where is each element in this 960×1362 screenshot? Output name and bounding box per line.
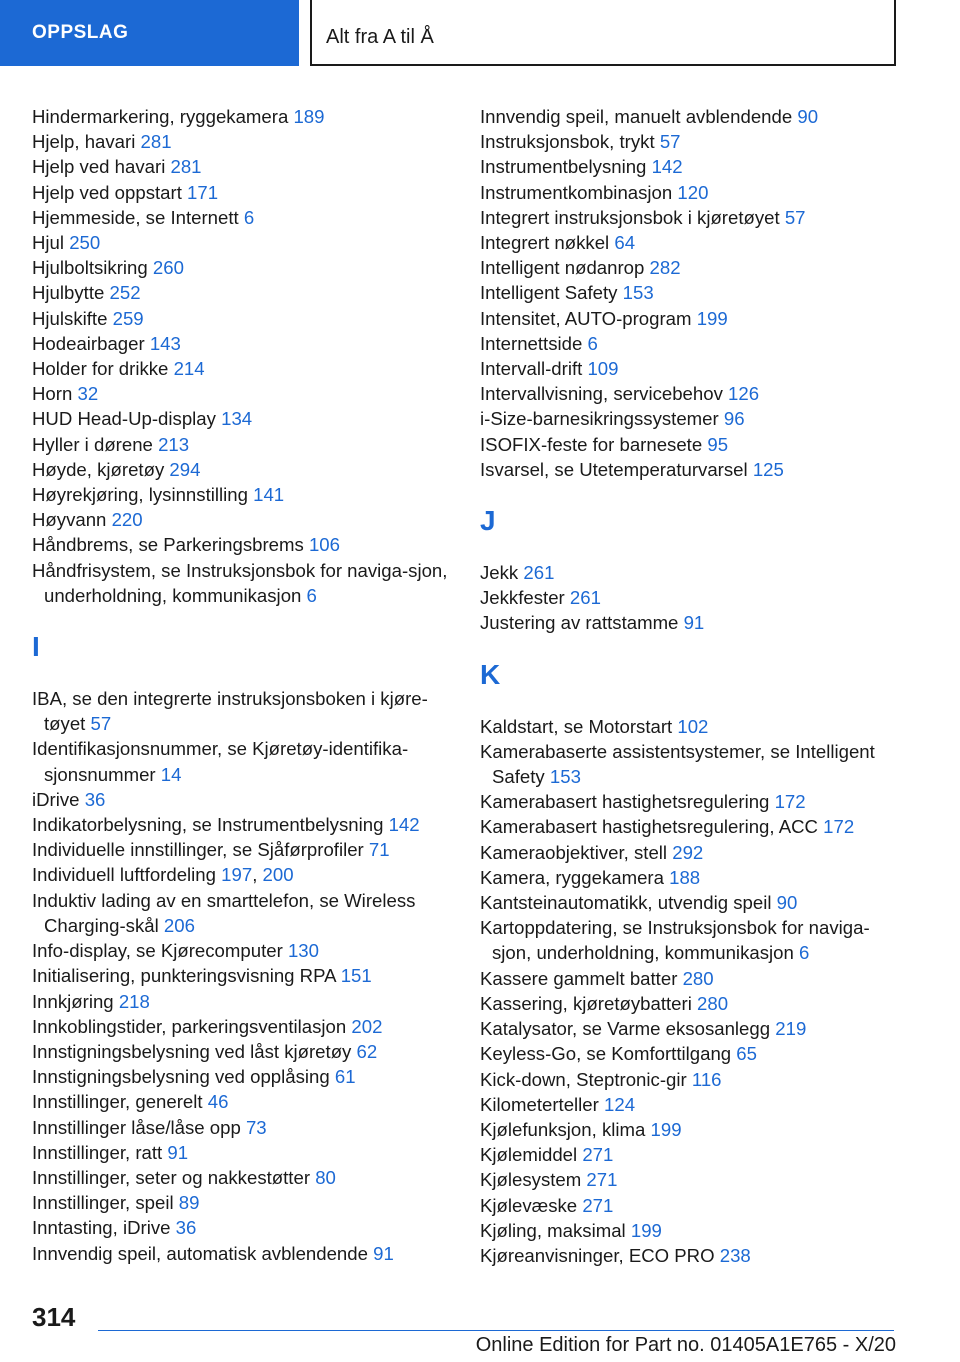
- index-entry-term: Kjøreanvisninger, ECO PRO: [480, 1244, 715, 1266]
- index-entry: [480, 180, 900, 205]
- index-entry-term: IBA, se den integrerte instruksjonsboken i kjøre‐tøyet: [32, 688, 428, 735]
- index-entry-term: Innstigningsbelysning ved opplåsing: [32, 1066, 330, 1088]
- page-reference-link[interactable]: 65: [736, 1043, 757, 1065]
- section-tab: OPPSLAG: [0, 0, 299, 66]
- page-reference-link[interactable]: 46: [207, 1091, 229, 1113]
- page-reference-link[interactable]: 36: [84, 788, 106, 810]
- index-entry: [32, 558, 452, 608]
- index-entry: [32, 482, 452, 507]
- page-reference-link[interactable]: 172: [823, 816, 855, 838]
- index-entry-term: Kjølefunksjon, klima: [480, 1118, 646, 1140]
- page-reference-link[interactable]: 189: [293, 106, 325, 127]
- index-entry-term: Hjul: [32, 232, 65, 254]
- footer-divider: [98, 1330, 894, 1331]
- index-entry-term: Håndbrems, se Parkeringsbrems: [32, 534, 304, 556]
- index-entry-term: Innstigningsbelysning ved låst kjøretøy: [32, 1040, 352, 1062]
- page-reference-link[interactable]: 261: [523, 562, 555, 584]
- page-reference-link[interactable]: 143: [149, 332, 181, 354]
- page-reference-link[interactable]: 218: [118, 990, 150, 1012]
- index-entry-term: Innstillinger, generelt: [32, 1091, 203, 1113]
- index-entry: [32, 1014, 452, 1039]
- page-reference-link[interactable]: 206: [163, 914, 195, 936]
- index-entry: [480, 915, 900, 965]
- index-entry-term: Integrert instruksjonsbok i kjøretøyet: [480, 206, 780, 228]
- index-entry-term: Hjemmeside, se Internett: [32, 206, 239, 228]
- index-column-left: [32, 104, 452, 1266]
- index-entry: [32, 1039, 452, 1064]
- page-reference-link[interactable]: 271: [582, 1144, 614, 1166]
- page-reference-link[interactable]: 220: [111, 509, 143, 531]
- index-entry: Individuell luftfordeling 197, 200: [32, 864, 294, 886]
- index-entry: [480, 890, 900, 915]
- page-reference-link[interactable]: 80: [315, 1166, 336, 1188]
- index-entry-term: Kjølesystem: [480, 1169, 582, 1191]
- page-reference-link[interactable]: 281: [170, 156, 202, 178]
- index-entry-term: Kilometerteller: [480, 1093, 599, 1115]
- index-entry-term: Innstillinger låse/låse opp: [32, 1116, 241, 1138]
- index-entry-term: Instrumentkombinasjon: [480, 181, 673, 203]
- index-entry: [32, 686, 452, 736]
- index-entry-term: Innstillinger, speil: [32, 1192, 174, 1214]
- index-entry: [480, 1193, 900, 1218]
- page-reference-link[interactable]: 151: [340, 965, 372, 987]
- index-entry: [480, 230, 900, 255]
- page-reference-link[interactable]: 214: [173, 358, 205, 380]
- page-reference-link[interactable]: 153: [549, 766, 581, 788]
- page-reference-link[interactable]: 116: [691, 1068, 722, 1090]
- index-entry-term: Kamerabaserte assistentsystemer, se Intelligent Safety: [480, 740, 875, 788]
- index-entry-term: Integrert nøkkel: [480, 232, 610, 254]
- index-entry: [480, 1067, 900, 1092]
- index-letter-heading: J: [480, 505, 496, 537]
- index-entry: [32, 406, 452, 431]
- index-entry-term: Info-display, se Kjørecomputer: [32, 940, 283, 962]
- page-reference-link[interactable]: 202: [351, 1015, 383, 1037]
- page-reference-link[interactable]: 6: [798, 942, 810, 964]
- page-reference-link[interactable]: 62: [356, 1040, 378, 1062]
- index-entry-term: Hjelp ved havari: [32, 156, 166, 178]
- index-entry: [32, 457, 452, 482]
- page-reference-link[interactable]: 126: [728, 383, 760, 405]
- index-entry-term: Kjølevæske: [480, 1194, 578, 1216]
- page-reference-link[interactable]: 125: [752, 458, 784, 480]
- index-entry: [32, 507, 452, 532]
- index-entry-term: Kameraobjektiver, stell: [480, 841, 668, 863]
- index-entry-term: Intelligent nødanrop: [480, 257, 645, 279]
- page-reference-link[interactable]: 106: [308, 534, 340, 556]
- index-entry-term: Jekkfester: [480, 587, 565, 609]
- index-entry: [32, 205, 452, 230]
- page-reference-link[interactable]: 280: [682, 967, 714, 989]
- page-reference-link[interactable]: 141: [253, 484, 285, 506]
- page-reference-link[interactable]: 282: [649, 257, 681, 279]
- footer-edition-text: Online Edition for Part no. 01405A1E765 - X/20: [475, 1334, 896, 1356]
- page-reference-link[interactable]: 73: [245, 1116, 267, 1138]
- index-entry-term: Katalysator, se Varme eksosanlegg: [480, 1018, 771, 1040]
- index-entry: [32, 280, 452, 305]
- page-reference-link[interactable]: 294: [169, 458, 201, 480]
- index-entry-term: Holder for drikke: [32, 358, 169, 380]
- page-reference-link[interactable]: 91: [683, 612, 705, 634]
- index-entry-term: Inntasting, iDrive: [32, 1217, 171, 1239]
- page-reference-link[interactable]: 142: [388, 814, 420, 836]
- index-entry-term: Kantsteinautomatikk, utvendig speil: [480, 892, 772, 914]
- chapter-title: Alt fra A til Å: [310, 0, 896, 66]
- index-entry-term: Kamera, ryggekamera: [480, 866, 664, 888]
- index-entry: [480, 331, 900, 356]
- index-entry-term: Intervall-drift: [480, 358, 583, 380]
- index-entry-term: Høyrekjøring, lysinnstilling: [32, 484, 248, 506]
- index-entry-term: Kassere gammelt batter: [480, 967, 678, 989]
- index-entry-term: Individuell luftfordeling: [32, 864, 216, 886]
- page-number: 314: [32, 1302, 76, 1332]
- index-entry: [480, 1016, 900, 1041]
- page-reference-link[interactable]: 96: [723, 408, 745, 430]
- page-reference-link[interactable]: 259: [112, 307, 144, 329]
- page-reference-link[interactable]: 57: [659, 131, 681, 153]
- index-entry-term: Identifikasjonsnummer, se Kjøretøy-identifika‐sjonsnummer: [32, 738, 409, 785]
- index-entry: [32, 154, 452, 179]
- index-entry-term: Innkoblingstider, parkeringsventilasjon: [32, 1015, 347, 1037]
- page-reference-link[interactable]: 292: [672, 841, 704, 863]
- index-entry: [480, 1117, 900, 1142]
- page-reference-link[interactable]: 172: [774, 791, 806, 813]
- index-entry-term: ISOFIX-feste for barnesete: [480, 433, 703, 455]
- page-reference-link[interactable]: 188: [669, 866, 701, 888]
- page-reference-link[interactable]: 90: [776, 892, 798, 914]
- index-entry: [480, 560, 900, 585]
- index-entry-term: Jekk: [480, 562, 519, 584]
- index-entry: [32, 255, 452, 280]
- index-entry-term: Intensitet, AUTO-program: [480, 307, 692, 329]
- index-entry-term: Høyvann: [32, 509, 107, 531]
- index-entry-term: Hjulskifte: [32, 307, 108, 329]
- page-reference-link[interactable]: 199: [650, 1118, 682, 1140]
- index-entry: [480, 381, 900, 406]
- index-entry: [480, 789, 900, 814]
- page-reference-link[interactable]: 199: [630, 1219, 662, 1241]
- page-reference-link[interactable]: 134: [221, 408, 253, 430]
- index-entry: [480, 814, 900, 839]
- index-entry-term: Kassering, kjøretøybatteri: [480, 992, 692, 1014]
- index-entry-term: Kjøling, maksimal: [480, 1219, 626, 1241]
- index-entry-term: Hjulboltsikring: [32, 257, 148, 279]
- index-entry: [480, 585, 900, 610]
- page-reference-link[interactable]: 281: [140, 131, 172, 153]
- index-entry: [32, 532, 452, 557]
- index-entry-term: Hjulbytte: [32, 282, 105, 304]
- index-entry-term: Innvendig speil, manuelt avblendende: [480, 106, 793, 127]
- index-entry: [480, 457, 900, 482]
- index-entry: [480, 205, 900, 230]
- page-reference-link[interactable]: 90: [797, 106, 819, 127]
- index-entry: [480, 104, 900, 129]
- page-reference-link[interactable]: 61: [334, 1066, 356, 1088]
- page-reference-link[interactable]: 171: [187, 181, 219, 203]
- index-entry: [480, 255, 900, 280]
- index-entry: [32, 129, 452, 154]
- index-entry-term: Intelligent Safety: [480, 282, 618, 304]
- index-entry: [32, 1089, 452, 1114]
- index-entry: [32, 938, 452, 963]
- index-entry-term: Høyde, kjøretøy: [32, 458, 165, 480]
- index-entry-term: Kamerabasert hastighetsregulering, ACC: [480, 816, 818, 838]
- index-entry: [480, 1142, 900, 1167]
- index-entry: [32, 1190, 452, 1215]
- index-entry: [480, 1041, 900, 1066]
- page-reference-link[interactable]: 142: [651, 156, 683, 178]
- page-reference-link[interactable]: 64: [614, 232, 636, 254]
- index-entry-term: Kartoppdatering, se Instruksjonsbok for naviga‐sjon, underholdning, kommunikasjon: [480, 917, 870, 964]
- index-entry-term: Innstillinger, ratt: [32, 1141, 163, 1163]
- index-entry-term: Kjølemiddel: [480, 1144, 578, 1166]
- page-reference-link[interactable]: 6: [587, 332, 598, 354]
- index-entry-term: Håndfrisystem, se Instruksjonsbok for naviga‐sjon, underholdning, kommunikasjon: [32, 559, 448, 606]
- index-entry: [32, 812, 452, 837]
- page-reference-link[interactable]: 6: [243, 206, 255, 228]
- page-reference-link[interactable]: 238: [719, 1244, 751, 1266]
- index-entry: [32, 989, 452, 1014]
- index-entry-term: Hjelp ved oppstart: [32, 181, 182, 203]
- index-column-right: [480, 104, 900, 1268]
- index-entry-term: iDrive: [32, 788, 80, 810]
- index-entry: [32, 1165, 452, 1190]
- page-reference-link[interactable]: 57: [90, 713, 112, 735]
- index-entry-term: Instruksjonsbok, trykt: [480, 131, 655, 153]
- index-entry-term: Intervallvisning, servicebehov: [480, 383, 723, 405]
- index-entry-term: Justering av rattstamme: [480, 612, 679, 634]
- page-reference-link[interactable]: 197: [221, 864, 253, 886]
- page-header: [0, 0, 960, 66]
- page-reference-link[interactable]: 36: [175, 1217, 197, 1239]
- index-entry: [480, 1218, 900, 1243]
- index-entry-term: Isvarsel, se Utetemperaturvarsel: [480, 458, 748, 480]
- index-entry: [480, 739, 900, 789]
- index-entry-term: Horn: [32, 383, 73, 405]
- index-entry: [480, 129, 900, 154]
- index-entry-term: Kaldstart, se Motorstart: [480, 715, 673, 737]
- index-entry-term: HUD Head-Up-display: [32, 408, 216, 430]
- index-entry-term: Kamerabasert hastighetsregulering: [480, 791, 770, 813]
- page-reference-link[interactable]: 271: [582, 1194, 614, 1216]
- page-reference-link[interactable]: 130: [287, 940, 319, 962]
- index-entry-term: Innstillinger, seter og nakkestøtter: [32, 1166, 311, 1188]
- page-reference-link[interactable]: 271: [586, 1169, 618, 1191]
- page-reference-link[interactable]: 91: [167, 1141, 189, 1163]
- index-entry: [480, 280, 900, 305]
- index-entry-term: Innvendig speil, automatisk avblendende: [32, 1242, 368, 1264]
- page-reference-link[interactable]: 252: [109, 282, 141, 304]
- index-entry: [32, 180, 452, 205]
- index-entry: [480, 714, 900, 739]
- page-reference-link[interactable]: 200: [262, 864, 294, 886]
- index-entry-term: Indikatorbelysning, se Instrumentbelysning: [32, 814, 384, 836]
- index-entry-term: Innkjøring: [32, 990, 114, 1012]
- page-reference-link[interactable]: 57: [784, 206, 806, 228]
- index-entry-term: Hindermarkering, ryggekamera: [32, 106, 289, 127]
- page-reference-link[interactable]: 124: [604, 1093, 636, 1115]
- page-reference-link[interactable]: 95: [707, 433, 729, 455]
- index-entry-term: Kick-down, Steptronic-gir: [480, 1068, 687, 1090]
- index-entry: [32, 963, 452, 988]
- index-entry: [32, 331, 452, 356]
- page-reference-link[interactable]: 91: [373, 1242, 394, 1264]
- index-entry: [32, 1064, 452, 1089]
- index-entry-term: Hyller i dørene: [32, 433, 153, 455]
- index-entry: [480, 432, 900, 457]
- index-entry-term: Individuelle innstillinger, se Sjåførprofiler: [32, 839, 364, 861]
- page-reference-link[interactable]: 6: [306, 584, 317, 606]
- index-entry-term: i-Size-barnesikringssystemer: [480, 408, 719, 430]
- index-entry: [32, 787, 452, 812]
- page-reference-link[interactable]: 199: [696, 307, 728, 329]
- index-entry: [480, 1243, 900, 1268]
- page-reference-link[interactable]: 280: [697, 992, 729, 1014]
- index-entry: [32, 432, 452, 457]
- page-reference-link[interactable]: 153: [622, 282, 654, 304]
- page-reference-link[interactable]: 89: [178, 1192, 200, 1214]
- index-entry: [480, 356, 900, 381]
- page-reference-link[interactable]: 120: [677, 181, 709, 203]
- page-reference-link[interactable]: 261: [569, 587, 601, 609]
- page-reference-link[interactable]: 260: [152, 257, 184, 279]
- index-entry-term: Hjelp, havari: [32, 131, 136, 153]
- index-entry: [32, 381, 452, 406]
- index-entry: [480, 840, 900, 865]
- page-reference-link[interactable]: 219: [775, 1018, 807, 1040]
- index-entry-term: Initialisering, punkteringsvisning RPA: [32, 965, 336, 987]
- page-reference-link[interactable]: 102: [677, 715, 709, 737]
- index-entry: [32, 736, 452, 786]
- index-letter-heading: I: [32, 631, 40, 663]
- index-entry-term: Instrumentbelysning: [480, 156, 647, 178]
- index-entry: [480, 154, 900, 179]
- index-entry: [480, 306, 900, 331]
- index-entry: [32, 1215, 452, 1240]
- index-entry-term: Hodeairbager: [32, 332, 145, 354]
- index-entry: [480, 406, 900, 431]
- index-entry: [480, 1092, 900, 1117]
- index-entry-term: Keyless-Go, se Komforttilgang: [480, 1043, 732, 1065]
- page-reference-link[interactable]: 14: [160, 763, 182, 785]
- index-entry: [32, 888, 452, 938]
- index-entry: [32, 230, 452, 255]
- page-reference-link[interactable]: 213: [158, 433, 190, 455]
- page-reference-link[interactable]: 250: [69, 232, 101, 254]
- index-entry: [32, 104, 452, 129]
- index-entry: [32, 1140, 452, 1165]
- index-entry: [480, 1167, 900, 1192]
- index-entry: [32, 356, 452, 381]
- index-entry: [480, 865, 900, 890]
- index-entry-term: Internettside: [480, 332, 583, 354]
- index-entry: [32, 306, 452, 331]
- index-entry: [480, 991, 900, 1016]
- index-entry: [480, 966, 900, 991]
- index-entry: [32, 837, 452, 862]
- index-letter-heading: K: [480, 658, 501, 690]
- index-entry-term: Induktiv lading av en smarttelefon, se Wireless Charging-skål: [32, 889, 416, 936]
- page-reference-link[interactable]: 109: [587, 358, 619, 380]
- page-reference-link[interactable]: 71: [368, 839, 390, 861]
- page-reference-link[interactable]: 32: [77, 383, 99, 405]
- index-entry: [32, 1115, 452, 1140]
- index-entry: [32, 1241, 452, 1266]
- index-entry: [480, 610, 900, 635]
